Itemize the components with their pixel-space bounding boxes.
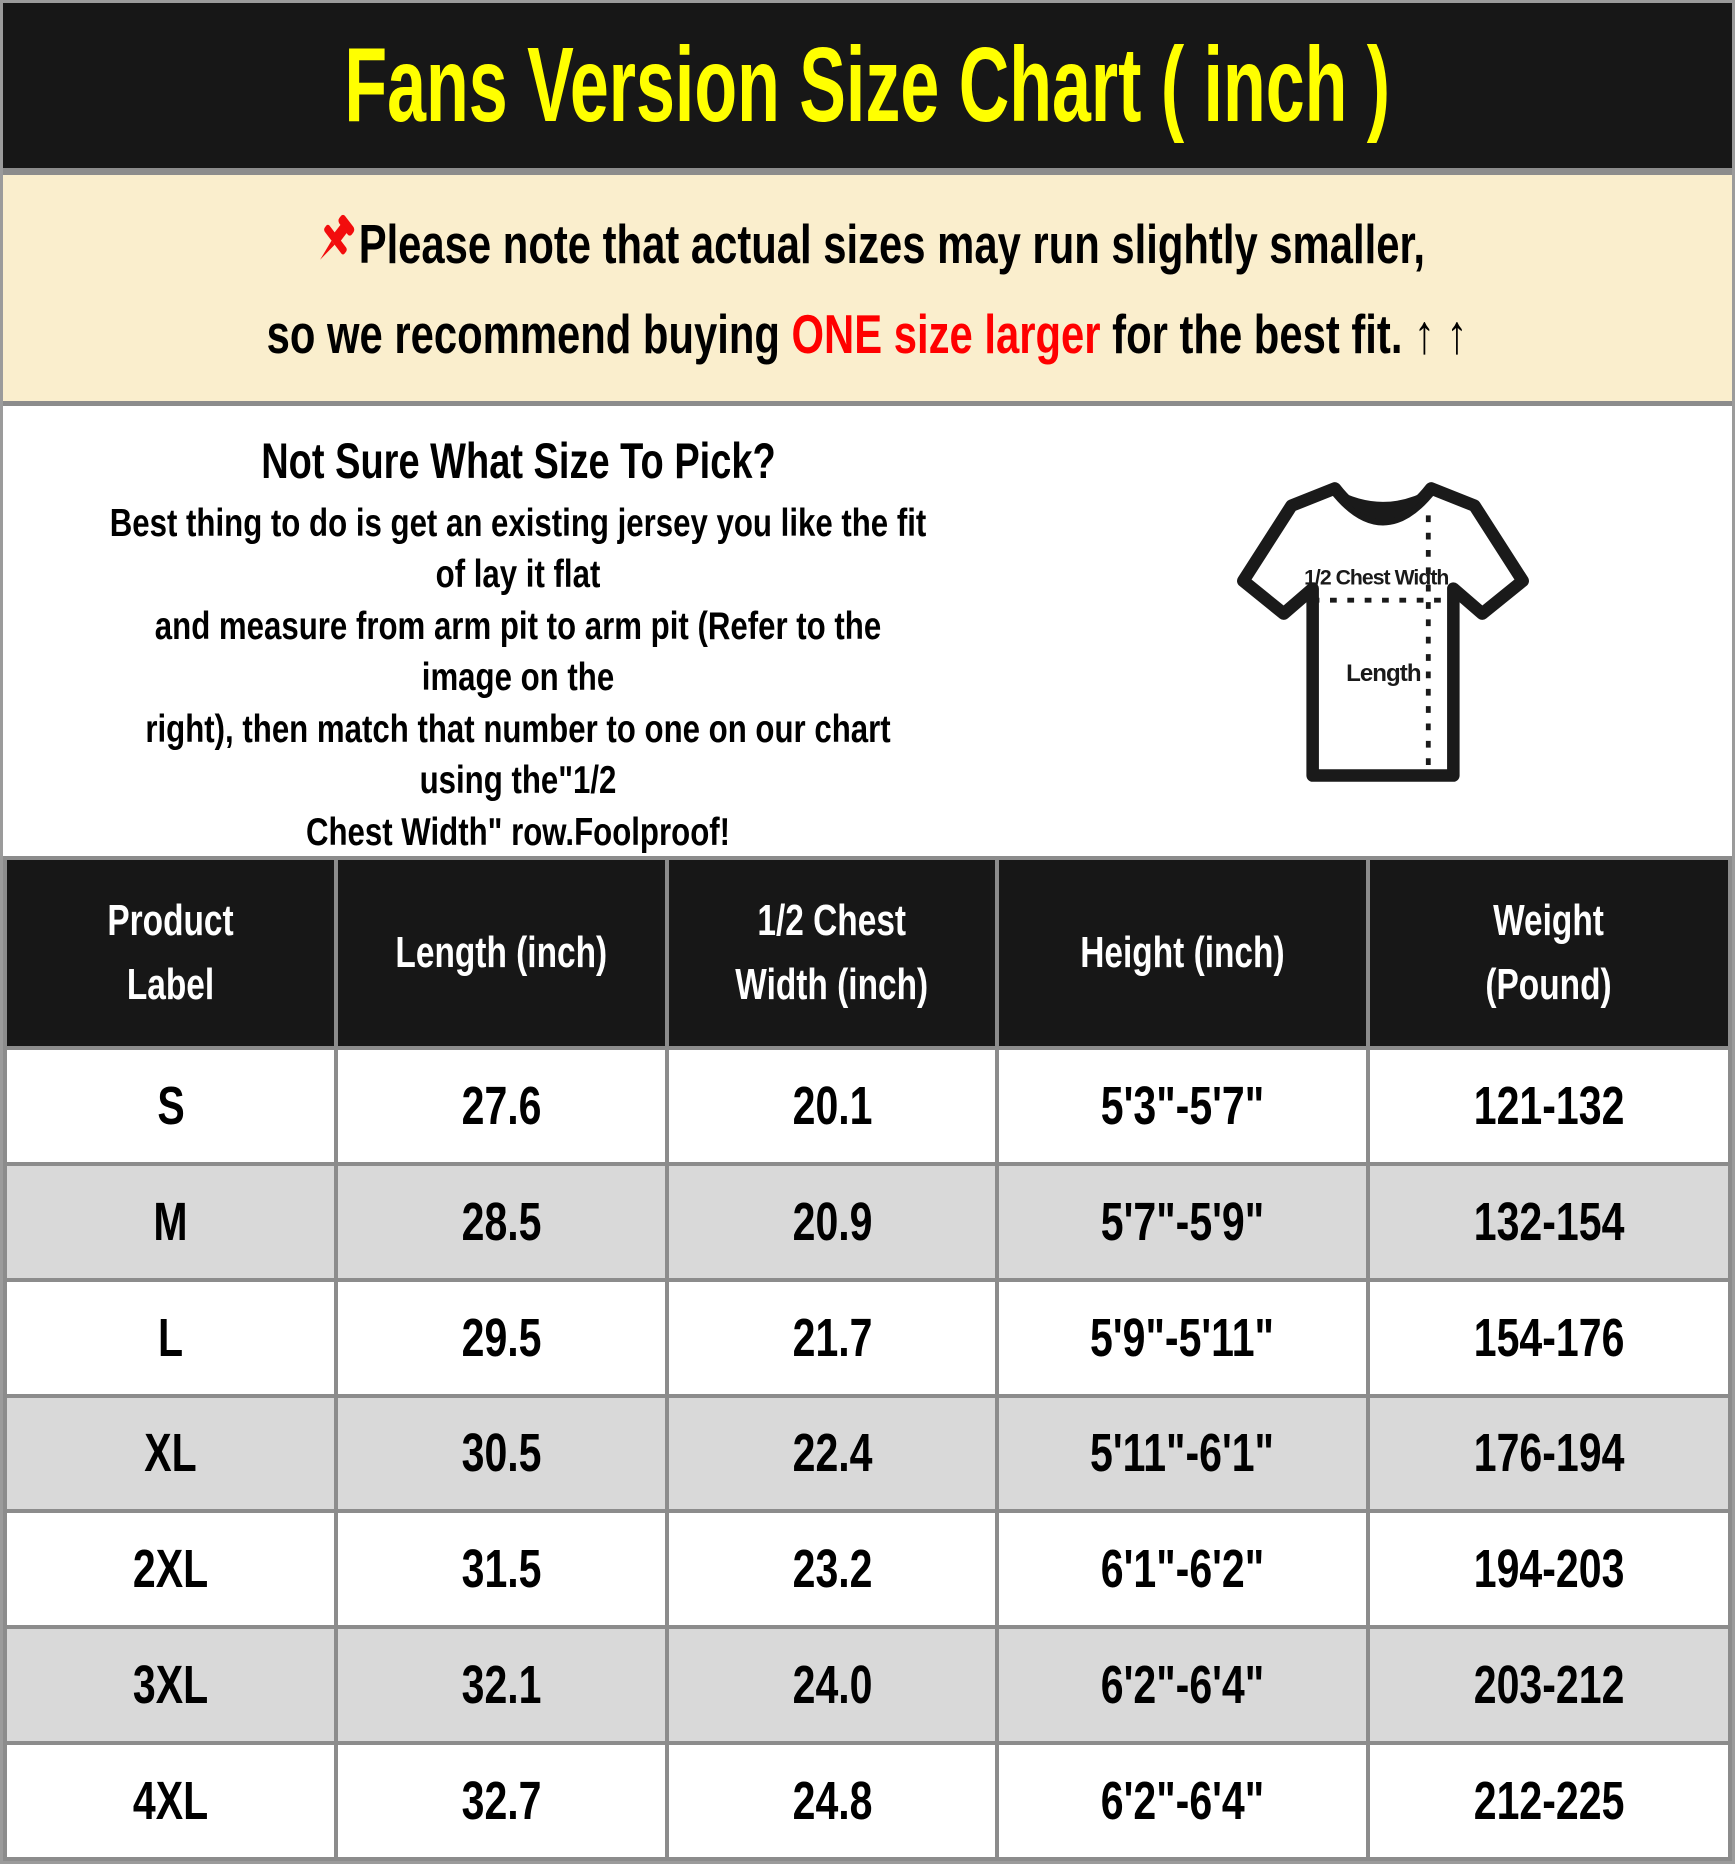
title-bar [3,3,1732,175]
cell-size: 2XL [5,1511,336,1627]
cell-chest-width: 24.0 [667,1627,996,1743]
cell-size: M [5,1164,336,1280]
size-table [3,856,1732,1861]
cell-size: 3XL [5,1627,336,1743]
cell-chest-width: 20.9 [667,1164,996,1280]
table-row-2xl [5,1511,1730,1627]
table-row-3xl [5,1627,1730,1743]
cell-size: 4XL [5,1743,336,1859]
cell-height: 6'2"-6'4" [997,1627,1368,1743]
table-row-s [5,1048,1730,1164]
note-line-2 [267,302,1468,366]
cell-weight: 194-203 [1368,1511,1730,1627]
column-header-chest-width: 1/2 Chest Width (inch) [667,858,996,1048]
table-row-4xl [5,1743,1730,1859]
cell-length: 32.1 [336,1627,667,1743]
cell-weight: 176-194 [1368,1396,1730,1512]
cell-weight: 154-176 [1368,1280,1730,1396]
tshirt-measurement-diagram [1224,455,1542,807]
cell-height: 5'11"-6'1" [997,1396,1368,1512]
column-header-height: Height (inch) [997,858,1368,1048]
note-text-2-prefix: so we recommend buying [267,302,793,365]
cell-length: 28.5 [336,1164,667,1280]
pushpin-icon [310,211,357,273]
sizing-help-line: Chest Width" row.Foolproof! [305,810,731,854]
note-line-1 [310,211,1425,276]
cell-chest-width: 24.8 [667,1743,996,1859]
sizing-help-line: Best thing to do is get an existing jersey you like the fit of lay it flat [109,502,927,597]
tshirt-outline [1243,488,1522,775]
note-text-1: Please note that actual sizes may run slightly smaller, [358,212,1425,275]
cell-length: 30.5 [336,1396,667,1512]
cell-chest-width: 22.4 [667,1396,996,1512]
note-text-2-highlight: ONE size larger [792,302,1102,365]
sizing-help-body [106,498,930,858]
cell-height: 6'2"-6'4" [997,1743,1368,1859]
column-header-product-label: Product Label [5,858,336,1048]
length-label: Length [1345,660,1421,688]
cell-chest-width: 21.7 [667,1280,996,1396]
cell-size: L [5,1280,336,1396]
table-row-xl [5,1396,1730,1512]
note-text-2-suffix: for the best fit. ↑ ↑ [1101,302,1468,365]
note-banner [3,175,1732,406]
shirt-diagram-column [1033,406,1732,856]
column-header-length: Length (inch) [336,858,667,1048]
cell-height: 5'9"-5'11" [997,1280,1368,1396]
table-header-row [5,858,1730,1048]
cell-height: 5'3"-5'7" [997,1048,1368,1164]
cell-chest-width: 23.2 [667,1511,996,1627]
cell-height: 5'7"-5'9" [997,1164,1368,1280]
column-header-weight: Weight (Pound) [1368,858,1730,1048]
cell-length: 32.7 [336,1743,667,1859]
table-row-l [5,1280,1730,1396]
cell-weight: 121-132 [1368,1048,1730,1164]
cell-weight: 212-225 [1368,1743,1730,1859]
cell-weight: 132-154 [1368,1164,1730,1280]
table-row-m [5,1164,1730,1280]
cell-chest-width: 20.1 [667,1048,996,1164]
chest-width-label: 1/2 Chest Width [1303,566,1448,590]
cell-length: 29.5 [336,1280,667,1396]
sizing-help-section [3,406,1732,856]
sizing-help-text-column [3,406,1033,856]
sizing-help-heading: Not Sure What Size To Pick? [260,433,776,489]
cell-size: S [5,1048,336,1164]
page-title: Fans Version Size Chart ( inch ) [344,26,1391,144]
sizing-help-line: and measure from arm pit to arm pit (Refer to the image on the [154,604,882,700]
cell-length: 31.5 [336,1511,667,1627]
cell-height: 6'1"-6'2" [997,1511,1368,1627]
sizing-help-line: right), then match that number to one on our chart using the"1/2 [145,707,891,803]
cell-length: 27.6 [336,1048,667,1164]
cell-weight: 203-212 [1368,1627,1730,1743]
cell-size: XL [5,1396,336,1512]
